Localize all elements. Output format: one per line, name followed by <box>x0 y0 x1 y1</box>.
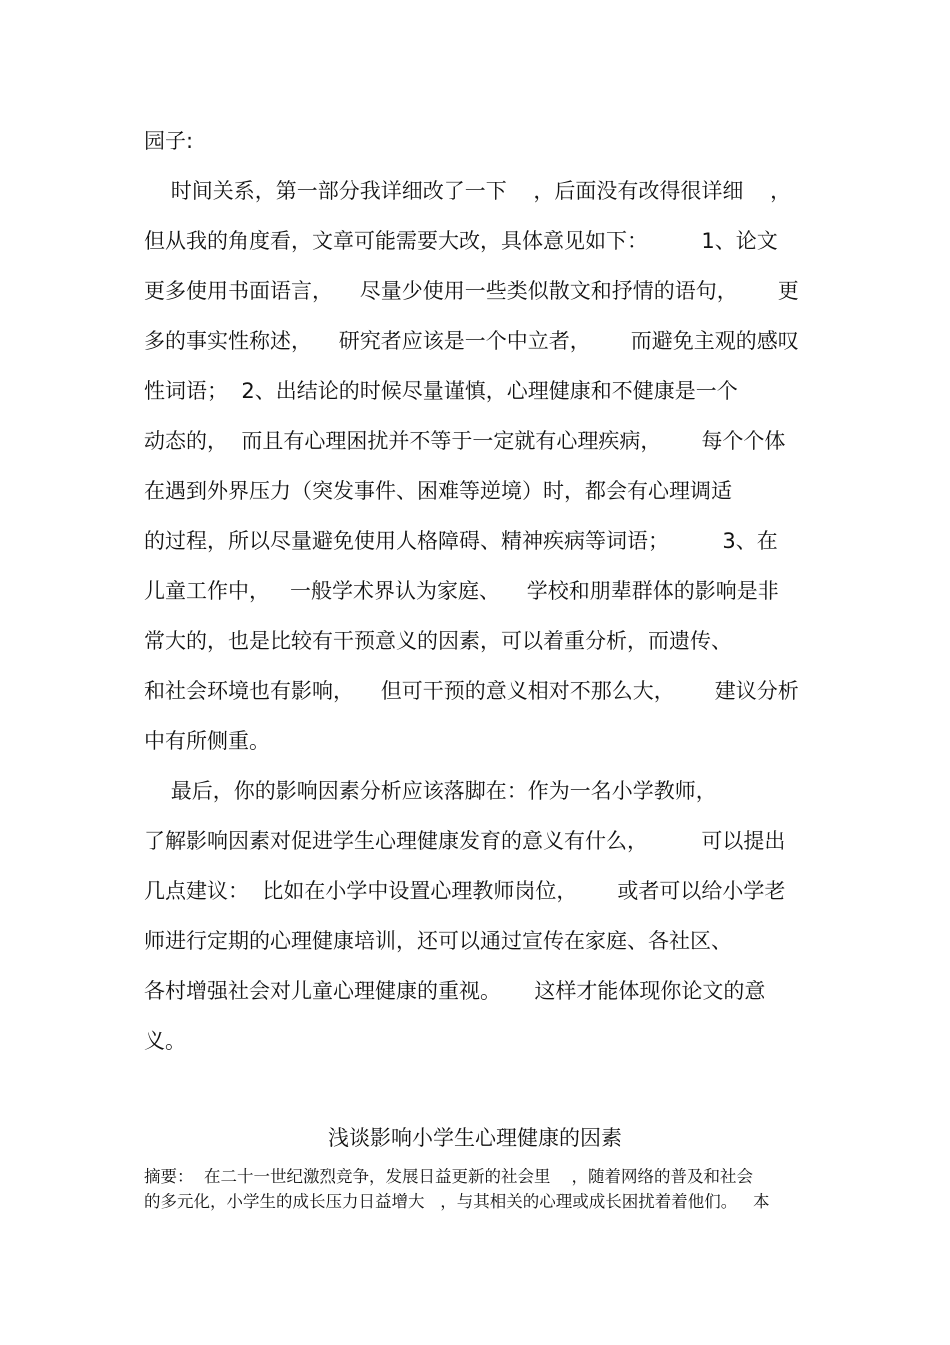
letter-line: 最后，你的影响因素分析应该落脚在：作为一名小学教师， <box>144 779 717 803</box>
letter-line: 中有所侧重。 <box>144 729 270 753</box>
letter-line: 的过程，所以尽量避免使用人格障碍、精神疾病等词语； 3、在 <box>144 529 778 553</box>
letter-line: 多的事实性称述， 研究者应该是一个中立者， 而避免主观的感叹 <box>144 329 799 353</box>
letter-line: 义。 <box>144 1029 186 1053</box>
abstract-line: 的多元化，小学生的成长压力日益增大 ，与其相关的心理或成长困扰着着他们。 本 <box>144 1192 770 1211</box>
salutation: 园子: <box>144 129 194 153</box>
letter-line: 了解影响因素对促进学生心理健康发育的意义有什么， 可以提出 <box>144 829 786 853</box>
letter-line: 常大的，也是比较有干预意义的因素，可以着重分析，而遗传、 <box>144 629 732 653</box>
letter-line: 师进行定期的心理健康培训，还可以通过宣传在家庭、各社区、 <box>144 929 732 953</box>
abstract-line: 摘要： 在二十一世纪激烈竞争，发展日益更新的社会里 ，随着网络的普及和社会 <box>144 1167 753 1186</box>
letter-line: 更多使用书面语言， 尽量少使用一些类似散文和抒情的语句， 更 <box>144 279 799 303</box>
letter-line: 动态的， 而且有心理困扰并不等于一定就有心理疾病， 每个个体 <box>144 429 786 453</box>
letter-line: 但从我的角度看，文章可能需要大改，具体意见如下： 1、论文 <box>144 229 778 253</box>
letter-line: 各村增强社会对儿童心理健康的重视。 这样才能体现你论文的意 <box>144 979 766 1003</box>
letter-line: 几点建议： 比如在小学中设置心理教师岗位， 或者可以给小学老 <box>144 879 786 903</box>
letter-line: 时间关系，第一部分我详细改了一下 ，后面没有改得很详细 ， <box>144 179 792 203</box>
letter-line: 和社会环境也有影响， 但可干预的意义相对不那么大， 建议分析 <box>144 679 799 703</box>
paper-title: 浅谈影响小学生心理健康的因素 <box>328 1126 622 1150</box>
letter-line: 性词语； 2、出结论的时候尽量谨慎，心理健康和不健康是一个 <box>144 379 738 403</box>
letter-line: 儿童工作中， 一般学术界认为家庭、 学校和朋辈群体的影响是非 <box>144 579 779 603</box>
letter-line: 在遇到外界压力（突发事件、困难等逆境）时，都会有心理调适 <box>144 479 732 503</box>
